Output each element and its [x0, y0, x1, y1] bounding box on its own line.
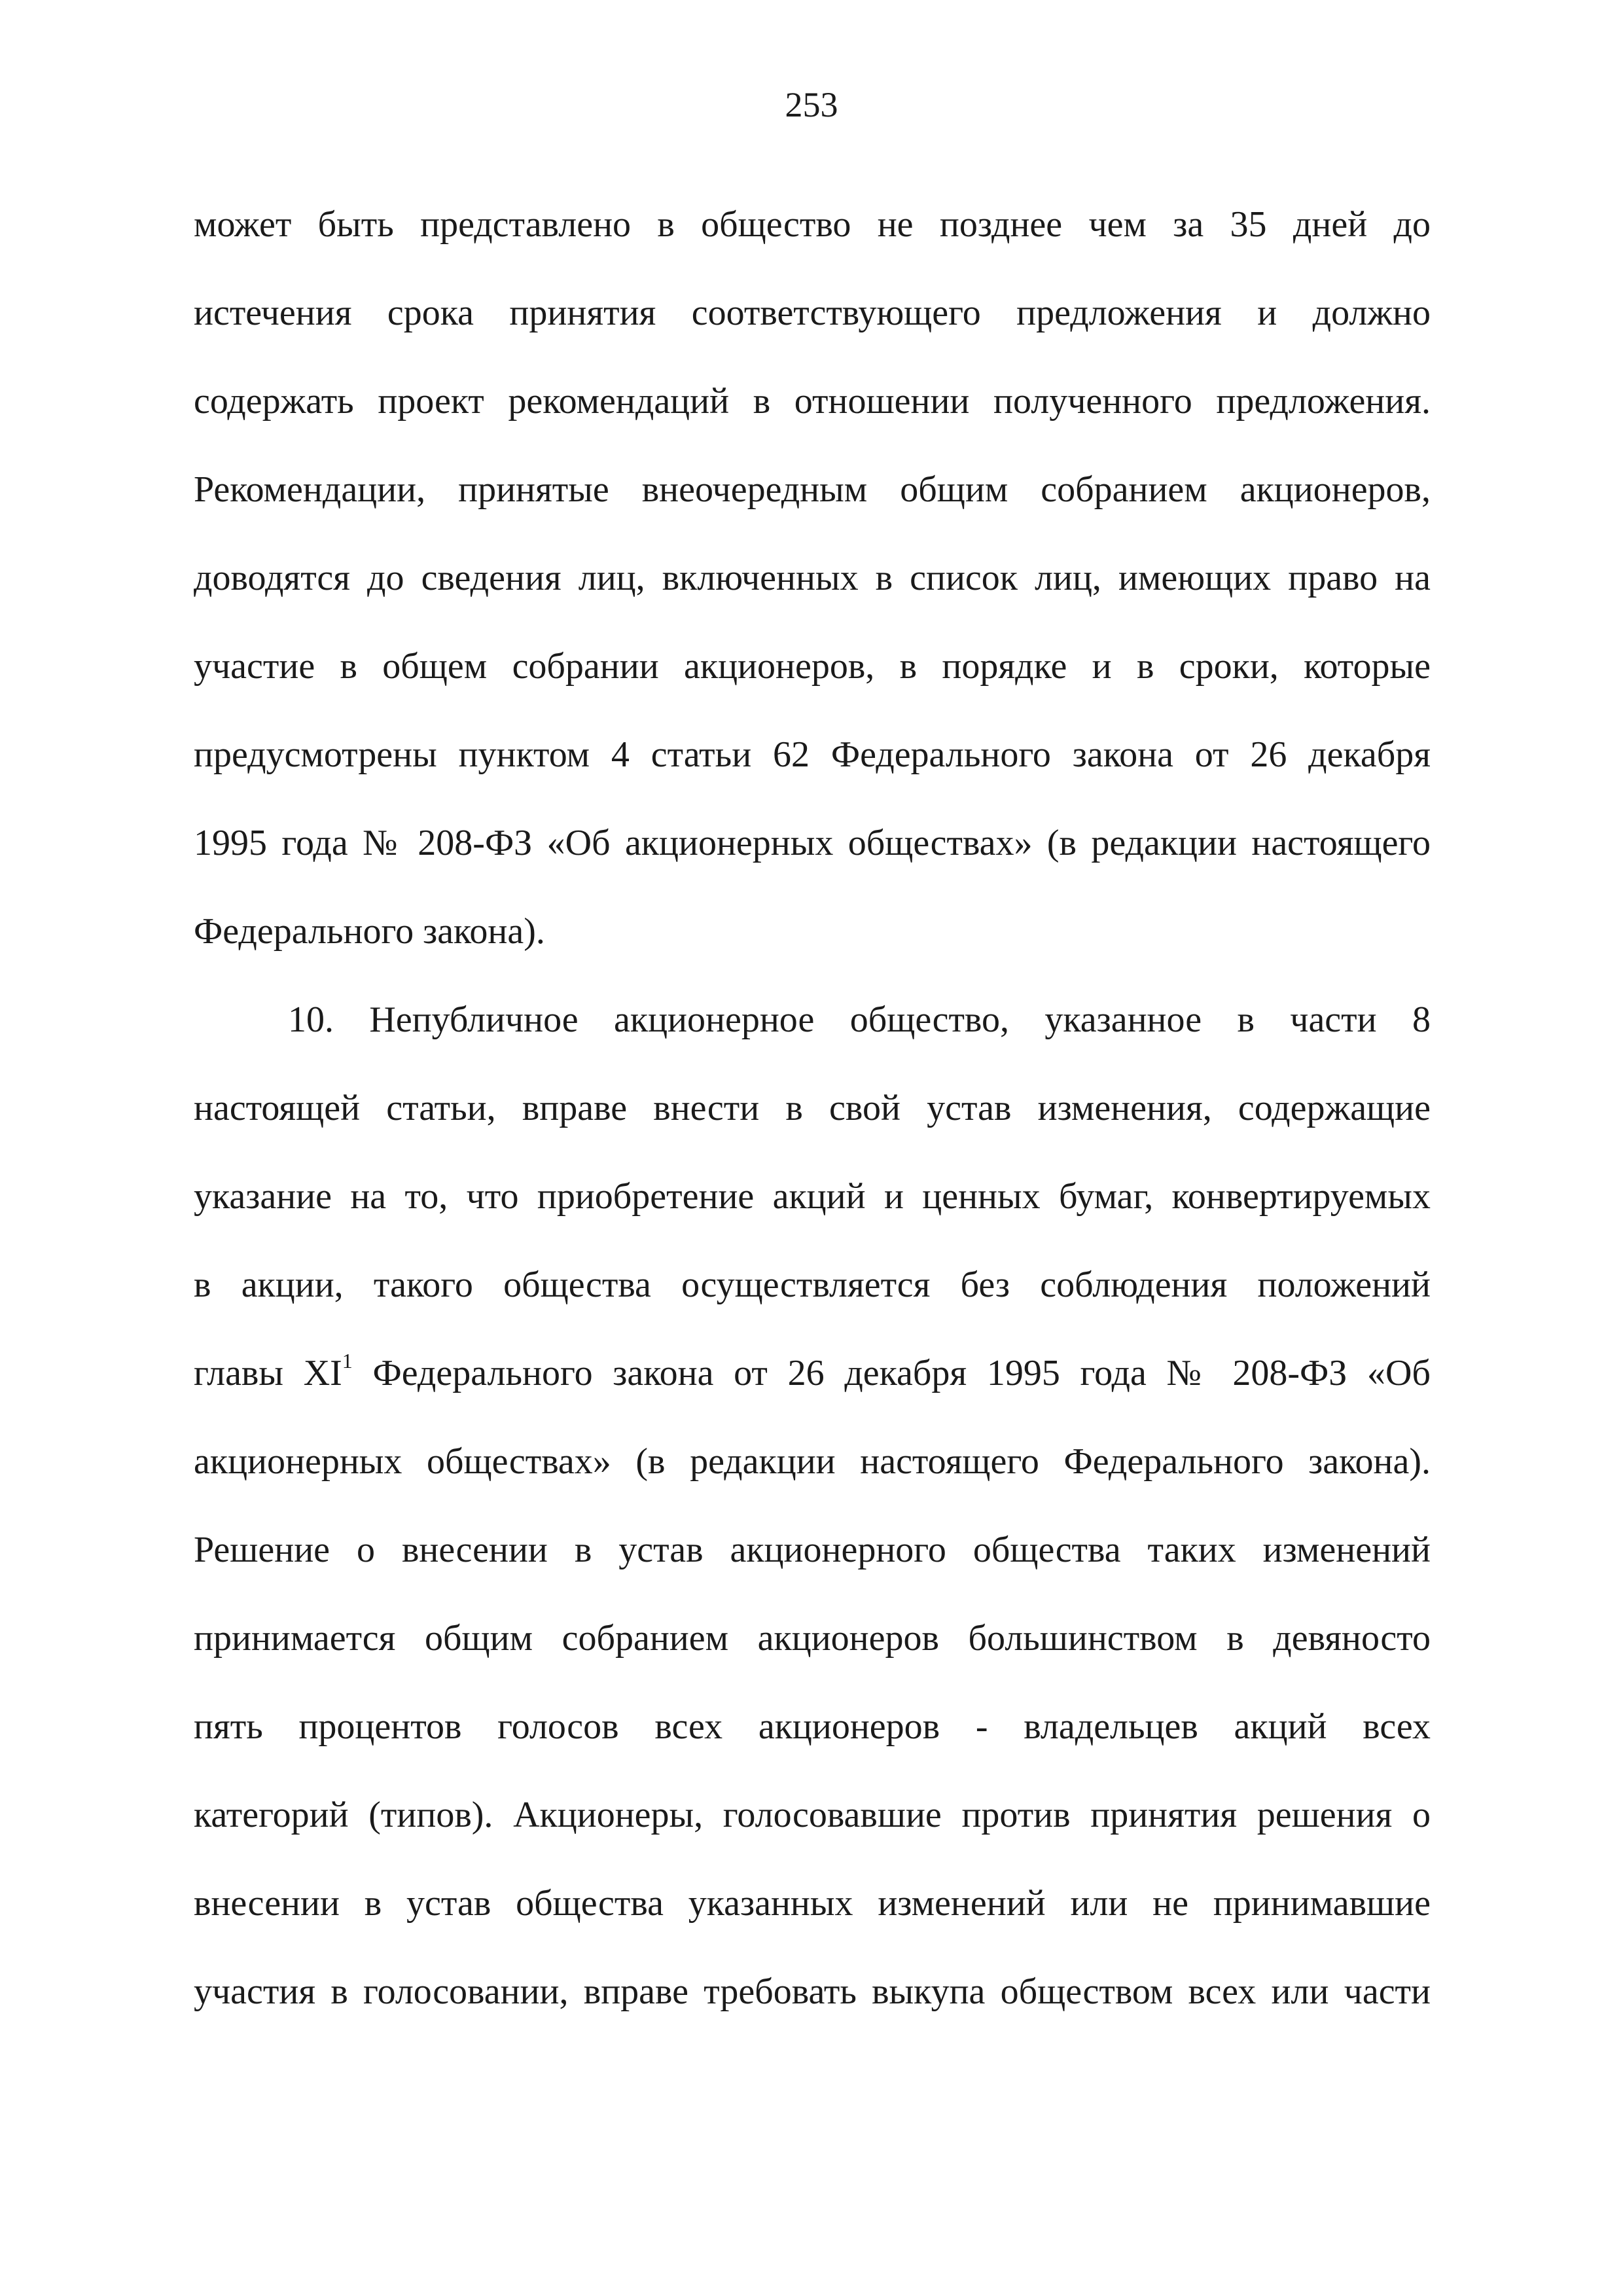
page-number: 253: [785, 85, 838, 124]
text-line: доводятся до сведения лиц, включенных в список лиц, имеющих право на: [194, 558, 1431, 598]
text-line: внесении в устав общества указанных изменений или не принимавшие: [194, 1883, 1431, 1924]
document-body: [194, 181, 1431, 2036]
text-line: Федерального закона).: [194, 911, 545, 952]
text-line: категорий (типов). Акционеры, голосовавшие против принятия решения о: [194, 1795, 1431, 1835]
text-line: Рекомендации, принятые внеочередным общим собранием акционеров,: [194, 469, 1431, 510]
text-line: Решение о внесении в устав акционерного общества таких изменений: [194, 1530, 1431, 1570]
text-line: истечения срока принятия соответствующего предложения и должно: [194, 293, 1431, 333]
paragraph-continuation: [194, 181, 1431, 976]
text-line: участия в голосовании, вправе требовать выкупа обществом всех или части: [194, 1971, 1431, 2012]
text-line: настоящей статьи, вправе внести в свой устав изменения, содержащие: [194, 1088, 1431, 1128]
text-line: 10. Непубличное акционерное общество, указанное в части 8: [288, 999, 1431, 1040]
text-line: содержать проект рекомендаций в отношении полученного предложения.: [194, 381, 1431, 422]
paragraph-10: [194, 976, 1431, 2036]
superscript: 1: [342, 1349, 353, 1372]
text-fragment: Федерального закона от 26 декабря 1995 года № 208-ФЗ «Об: [352, 1353, 1431, 1393]
text-line: пять процентов голосов всех акционеров - владельцев акций всех: [194, 1706, 1431, 1747]
text-line-with-superscript: [194, 1329, 1431, 1418]
text-line: принимается общим собранием акционеров большинством в девяносто: [194, 1618, 1431, 1659]
text-line: участие в общем собрании акционеров, в порядке и в сроки, которые: [194, 646, 1431, 687]
text-line: предусмотрены пунктом 4 статьи 62 Федерального закона от 26 декабря: [194, 734, 1431, 775]
text-line: может быть представлено в общество не позднее чем за 35 дней до: [194, 204, 1431, 245]
text-line: указание на то, что приобретение акций и ценных бумаг, конвертируемых: [194, 1176, 1431, 1217]
text-line: 1995 года № 208-ФЗ «Об акционерных обществах» (в редакции настоящего: [194, 823, 1431, 863]
text-line: акционерных обществах» (в редакции настоящего Федерального закона).: [194, 1441, 1431, 1482]
text-fragment: главы XI: [194, 1353, 342, 1393]
text-line: в акции, такого общества осуществляется без соблюдения положений: [194, 1265, 1431, 1305]
